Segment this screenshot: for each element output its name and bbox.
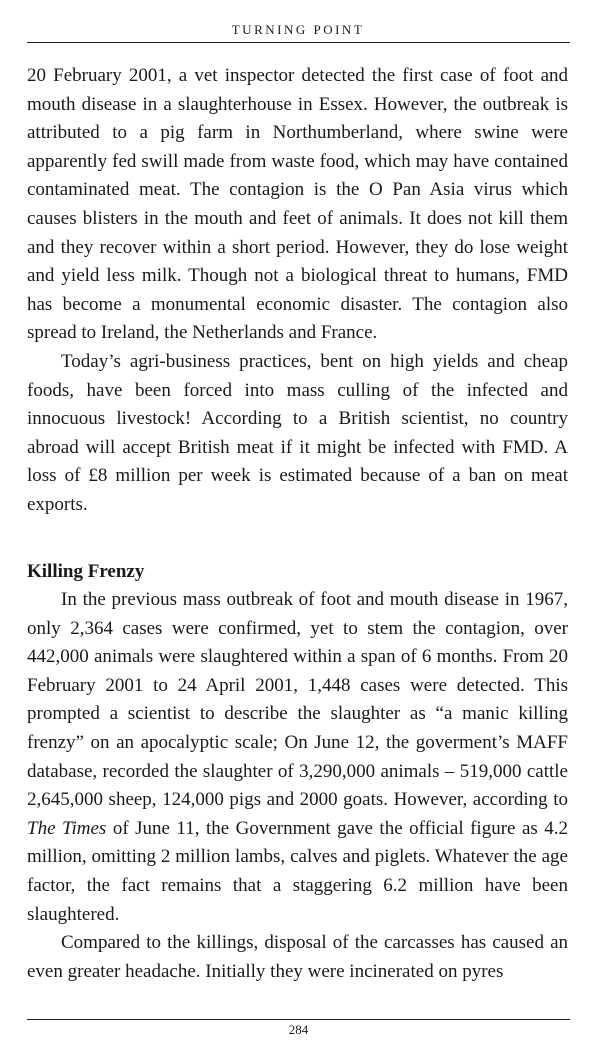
paragraph-3-continued: of June 11, the Government gave the official figure as 4.2 million, omitting 2 million lambs, calves and piglets. Whatever the age factor, the fact remains that a staggering 6.2 million have been slaughtered. [27,817,568,925]
paragraph-1: 20 February 2001, a vet inspector detected the first case of foot and mouth disease in a slaughterhouse in Essex. However, the outbreak is attributed to a pig farm in Northumberland, where swine were apparently fed swill made from waste food, which may have contained contaminated meat. The contagion is the O Pan Asia virus which causes blisters in the mouth and feet of animals. It does not kill them and they recover within a short period. However, they do lose weight and yield less milk. Though not a biological threat to humans, FMD has become a monumental economic disaster. The contagion also spread to Ireland, the Netherlands and France. [27,65,568,344]
section-gap [27,520,568,558]
paragraph-3 [27,586,568,929]
paragraph-2: Today’s agri-business practices, bent on high yields and cheap foods, have been forced into mass culling of the infected and innocuous livestock! According to a British scientist, no country abroad will accept British meat if it might be infected with FMD. A loss of £8 million per week is estimated because of a ban on meat exports. [27,350,568,515]
header-rule [27,42,570,43]
paragraph-4: Compared to the killings, disposal of the carcasses has caused an even greater headache. Initially they were incinerated on pyres [27,932,568,982]
running-header: TURNING POINT [231,22,365,37]
newspaper-title: The Times [27,817,107,839]
section-heading: Killing Frenzy [27,560,145,582]
page-number: 284 [288,1022,309,1037]
page-body [27,62,568,986]
footer-rule [27,1019,570,1020]
paragraph-3-text: In the previous mass outbreak of foot and mouth disease in 1967, only 2,364 cases were confirmed, yet to stem the contagion, over 442,000 animals were slaughtered within a span of 6 months. From 20 February 2001 to 24 April 2001, 1,448 cases were detected. This prompted a scientist to describe the slaughter as “a manic killing frenzy” on an apocalyptic scale; On June 12, the goverment’s MAFF database, recorded the slaughter of 3,290,000 animals – 519,000 cattle 2,645,000 sheep, 124,000 pigs and 2000 goats. However, according to [27,589,568,811]
